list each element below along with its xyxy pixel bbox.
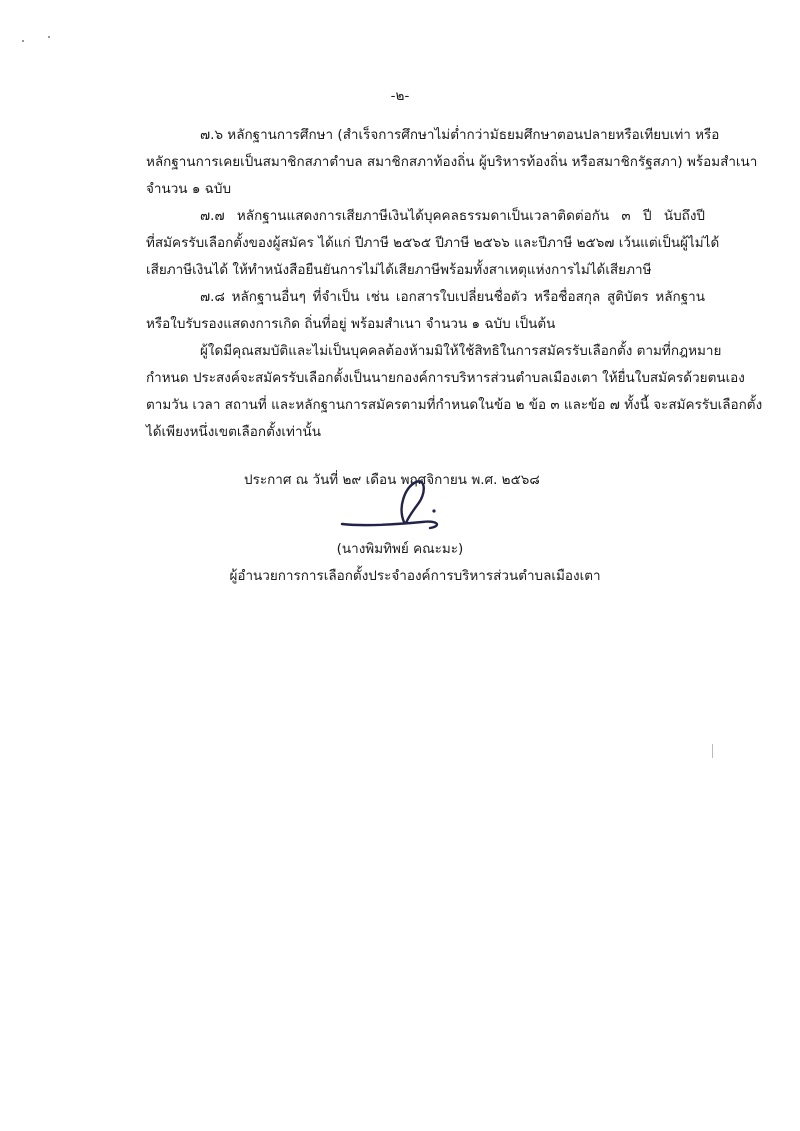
eligibility-line-4: ได้เพียงหนึ่งเขตเลือกตั้งเท่านั้น [146,424,321,440]
signer-title: ผู้อำนวยการการเลือกตั้งประจำองค์การบริหารส่วนตำบลเมืองเตา [229,568,601,584]
announcement-date: ประกาศ ณ วันที่ ๒๙ เดือน พฤศจิกายน พ.ศ. ๒๕๖๘ [244,472,540,488]
scan-speck [22,40,24,42]
page-number: -๒- [390,88,410,104]
paragraph-7-6-line-2: หลักฐานการเคยเป็นสมาชิกสภาตำบล สมาชิกสภาท้องถิ่น ผู้บริหารท้องถิ่น หรือสมาชิกรัฐสภา) พร้อมสำเนา [146,154,758,170]
eligibility-line-3: ตามวัน เวลา สถานที่ และหลักฐานการสมัครตามที่กำหนดในข้อ ๒ ข้อ ๓ และข้อ ๗ ทั้งนี้ จะสมัครรับเลือกตั้ง [146,397,763,413]
eligibility-line-1: ผู้ใดมีคุณสมบัติและไม่เป็นบุคคลต้องห้ามมิให้ใช้สิทธิในการสมัครรับเลือกตั้ง ตามที่กฎหมาย [200,343,722,359]
paragraph-7-6-line-3: จำนวน ๑ ฉบับ [146,181,232,197]
scan-speck [712,744,713,758]
paragraph-7-8-line-1: ๗.๘ หลักฐานอื่นๆ ที่จำเป็น เช่น เอกสารใบเปลี่ยนชื่อตัว หรือชื่อสกุล สูติบัตร หลักฐาน [200,289,705,305]
paragraph-7-7-line-1: ๗.๗ หลักฐานแสดงการเสียภาษีเงินได้บุคคลธรรมดาเป็นเวลาติดต่อกัน ๓ ปี นับถึงปี [200,208,705,224]
paragraph-7-7-line-2: ที่สมัครรับเลือกตั้งของผู้สมัคร ได้แก่ ปีภาษี ๒๕๖๕ ปีภาษี ๒๕๖๖ และปีภาษี ๒๕๖๗ เว้นแต่เป็นผู้ไม่ได้ [146,235,720,251]
scan-speck [48,36,50,38]
handwritten-signature [330,470,450,540]
paragraph-7-8-line-2: หรือใบรับรองแสดงการเกิด ถิ่นที่อยู่ พร้อมสำเนา จำนวน ๑ ฉบับ เป็นต้น [146,316,556,332]
eligibility-line-2: กำหนด ประสงค์จะสมัครรับเลือกตั้งเป็นนายกองค์การบริหารส่วนตำบลเมืองเตา ให้ยื่นใบสมัครด้วยตนเอง [146,370,745,386]
paragraph-7-7-line-3: เสียภาษีเงินได้ ให้ทำหนังสือยืนยันการไม่ได้เสียภาษีพร้อมทั้งสาเหตุแห่งการไม่ได้เสียภาษี [146,262,652,278]
signer-name: (นางพิมทิพย์ คณะมะ) [336,541,464,557]
paragraph-7-6-line-1: ๗.๖ หลักฐานการศึกษา (สำเร็จการศึกษาไม่ต่ำกว่ามัธยมศึกษาตอนปลายหรือเทียบเท่า หรือ [200,127,720,143]
